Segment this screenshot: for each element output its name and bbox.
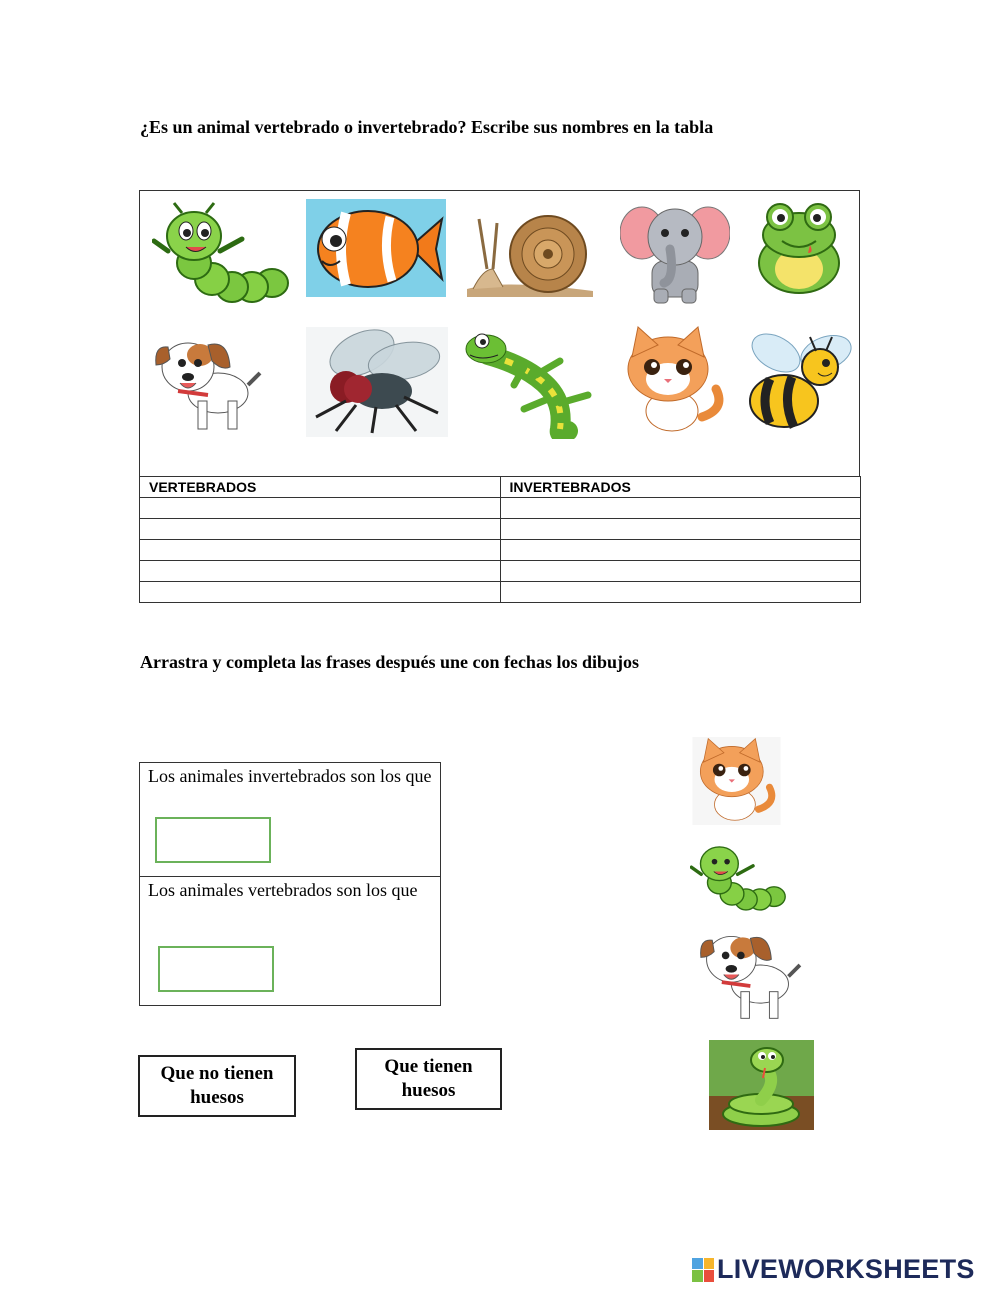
table-row xyxy=(140,561,861,582)
question-1-title: ¿Es un animal vertebrado o invertebrado? Escribe sus nombres en la tabla xyxy=(140,117,714,137)
table-row xyxy=(140,519,861,540)
table-row xyxy=(140,582,861,603)
liveworksheets-logo xyxy=(692,1254,975,1285)
vertebrado-input-cell[interactable] xyxy=(140,540,501,561)
caterpillar-icon xyxy=(152,201,292,306)
invertebrado-input[interactable] xyxy=(510,582,847,602)
vertebrado-input[interactable] xyxy=(149,561,486,581)
fly-icon xyxy=(306,327,448,437)
invertebrado-input-cell[interactable] xyxy=(500,540,861,561)
dog-icon xyxy=(148,331,263,436)
drag-chip-tienen-huesos[interactable] xyxy=(355,1048,502,1110)
caterpillar-icon[interactable] xyxy=(690,834,788,918)
header-vertebrados: VERTEBRADOS xyxy=(140,477,501,498)
invertebrado-input[interactable] xyxy=(510,540,847,560)
table-row xyxy=(140,540,861,561)
vertebrado-input[interactable] xyxy=(149,540,486,560)
invertebrado-input-cell[interactable] xyxy=(500,519,861,540)
sentence-vertebrados xyxy=(140,877,440,1005)
drop-zone-vertebrados[interactable] xyxy=(158,946,274,992)
drop-zone-invertebrados[interactable] xyxy=(155,817,271,863)
vertebrado-input-cell[interactable] xyxy=(140,582,501,603)
snake-icon[interactable] xyxy=(709,1040,814,1130)
animal-picture-grid xyxy=(139,190,860,476)
sentence-text: Los animales vertebrados son los que xyxy=(148,880,418,900)
sentence-invertebrados xyxy=(140,763,440,877)
logo-square xyxy=(704,1258,715,1270)
logo-text: LIVEWORKSHEETS xyxy=(717,1254,975,1284)
invertebrado-input[interactable] xyxy=(510,561,847,581)
invertebrado-input-cell[interactable] xyxy=(500,561,861,582)
dog-icon[interactable] xyxy=(692,925,804,1025)
invertebrado-input[interactable] xyxy=(510,519,847,539)
sentence-box xyxy=(139,762,441,1006)
vertebrado-input-cell[interactable] xyxy=(140,561,501,582)
lizard-icon xyxy=(464,325,598,439)
invertebrado-input[interactable] xyxy=(510,498,847,518)
table-header-row xyxy=(140,477,861,498)
vertebrado-input[interactable] xyxy=(149,498,486,518)
logo-square xyxy=(692,1258,703,1270)
chip-label: Que no tienen huesos xyxy=(160,1063,274,1108)
table-row xyxy=(140,498,861,519)
elephant-icon xyxy=(620,201,730,306)
snail-icon xyxy=(463,199,603,299)
logo-square xyxy=(704,1270,715,1282)
vertebrado-input[interactable] xyxy=(149,582,486,602)
logo-square xyxy=(692,1270,703,1282)
vertebrado-input[interactable] xyxy=(149,519,486,539)
vertebrado-input-cell[interactable] xyxy=(140,519,501,540)
header-invertebrados: INVERTEBRADOS xyxy=(500,477,861,498)
logo-mark-icon xyxy=(692,1258,714,1282)
sentence-text: Los animales invertebrados son los que xyxy=(148,766,432,786)
cat-icon xyxy=(618,325,730,437)
cat-icon[interactable] xyxy=(689,737,784,825)
clownfish-icon xyxy=(306,199,446,297)
bee-icon xyxy=(746,323,854,433)
frog-icon xyxy=(752,201,847,299)
question-2-title: Arrastra y completa las frases después une con fechas los dibujos xyxy=(140,652,639,672)
drag-chip-no-tienen-huesos[interactable] xyxy=(138,1055,296,1117)
vertebrado-input-cell[interactable] xyxy=(140,498,501,519)
invertebrado-input-cell[interactable] xyxy=(500,498,861,519)
classification-table xyxy=(139,476,861,603)
chip-label: Que tienen huesos xyxy=(384,1056,473,1101)
invertebrado-input-cell[interactable] xyxy=(500,582,861,603)
